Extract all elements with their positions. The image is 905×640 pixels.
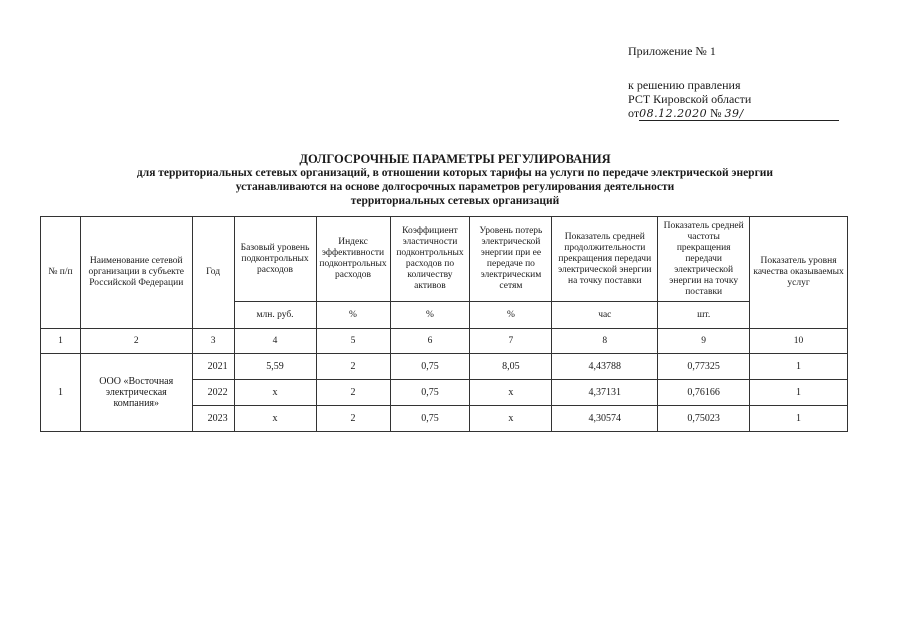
unit-cell: шт.: [658, 302, 750, 329]
date-prefix: от: [628, 106, 640, 120]
unit-cell: %: [470, 302, 552, 329]
title-sub-3: территориальных сетевых организаций: [350, 195, 560, 207]
column-number: 8: [552, 329, 658, 354]
unit-cell: млн. руб.: [234, 302, 316, 329]
title-sub-1: для территориальных сетевых организаций, в отношении которых тарифы на услуги по передаче электрической энергии: [136, 167, 774, 179]
handwritten-date: 08.12.2020: [639, 107, 708, 120]
title-main: ДОЛГОСРОЧНЫЕ ПАРАМЕТРЫ РЕГУЛИРОВАНИЯ: [299, 152, 611, 166]
data-cell: 5,59: [234, 354, 316, 380]
column-number: 9: [658, 329, 750, 354]
data-cell: 0,76166: [658, 380, 750, 406]
appendix-authority: РСТ Кировской области: [628, 92, 752, 106]
header-cell: Показатель средней продолжительности прекращения передачи электрической энергии на точку поставки: [552, 217, 658, 302]
org-number-cell: 1: [41, 354, 81, 432]
header-cell: Год: [192, 217, 234, 329]
column-number: 7: [470, 329, 552, 354]
data-cell: 1: [750, 406, 848, 432]
unit-cell: час: [552, 302, 658, 329]
handwritten-number: 39/: [724, 107, 744, 120]
header-cell: № п/п: [41, 217, 81, 329]
header-cell: Базовый уровень подконтрольных расходов: [234, 217, 316, 302]
data-cell: 1: [750, 354, 848, 380]
column-number: 10: [750, 329, 848, 354]
data-cell: х: [470, 380, 552, 406]
data-cell: 0,75023: [658, 406, 750, 432]
data-cell: х: [234, 380, 316, 406]
data-cell: 2: [316, 406, 390, 432]
column-number: 2: [80, 329, 192, 354]
appendix-date-line: [628, 106, 839, 121]
data-cell: 2: [316, 354, 390, 380]
date-signature-line: [639, 106, 839, 121]
title-sub-2: устанавливаются на основе долгосрочных параметров регулирования деятельности: [235, 181, 675, 193]
header-cell: Показатель средней частоты прекращения передачи электрической энергии на точку поставки: [658, 217, 750, 302]
data-cell: 1: [750, 380, 848, 406]
data-cell: 0,77325: [658, 354, 750, 380]
number-label: №: [710, 106, 722, 120]
data-cell: 2: [316, 380, 390, 406]
unit-cell: %: [316, 302, 390, 329]
header-row: [41, 217, 848, 302]
appendix-label: Приложение № 1: [628, 44, 716, 58]
year-cell: 2023: [192, 406, 234, 432]
document-title: [40, 152, 870, 208]
column-number-row: [41, 329, 848, 354]
appendix-block: [628, 44, 839, 121]
unit-cell: %: [390, 302, 470, 329]
header-cell: Наименование сетевой организации в субъекте Российской Федерации: [80, 217, 192, 329]
data-cell: 4,37131: [552, 380, 658, 406]
data-cell: 0,75: [390, 380, 470, 406]
column-number: 6: [390, 329, 470, 354]
column-number: 5: [316, 329, 390, 354]
header-cell: Уровень потерь электрической энергии при ее передаче по электрическим сетям: [470, 217, 552, 302]
appendix-decision: к решению правления: [628, 78, 741, 92]
data-cell: х: [234, 406, 316, 432]
header-cell: Индекс эффективности подконтрольных расходов: [316, 217, 390, 302]
year-cell: 2021: [192, 354, 234, 380]
column-number: 3: [192, 329, 234, 354]
header-cell: Коэффициент эластичности подконтрольных расходов по количеству активов: [390, 217, 470, 302]
table-row: [41, 354, 848, 380]
data-cell: 4,30574: [552, 406, 658, 432]
parameters-table: [40, 216, 848, 432]
data-cell: 0,75: [390, 354, 470, 380]
org-name-cell: ООО «Восточная электрическая компания»: [80, 354, 192, 432]
column-number: 4: [234, 329, 316, 354]
column-number: 1: [41, 329, 81, 354]
year-cell: 2022: [192, 380, 234, 406]
data-cell: 8,05: [470, 354, 552, 380]
header-cell: Показатель уровня качества оказываемых услуг: [750, 217, 848, 329]
data-cell: х: [470, 406, 552, 432]
data-cell: 0,75: [390, 406, 470, 432]
data-cell: 4,43788: [552, 354, 658, 380]
